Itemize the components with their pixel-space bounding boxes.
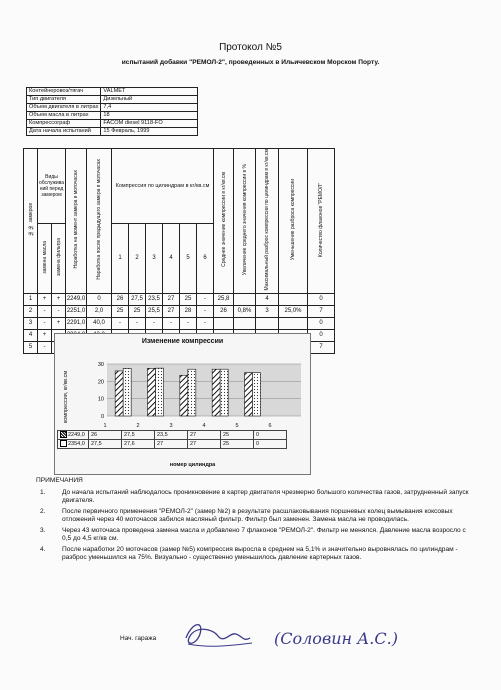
chart-series-name [58,440,89,449]
measurements-table [23,148,335,354]
bar-series-1-cyl-2 [148,368,156,416]
bar-series-1-cyl-1 [115,371,123,416]
chart-y-axis-label: компрессия, кг/кв.см [63,370,69,424]
info-value: 7,4 [101,104,198,112]
note-text: Через 43 моточаса проведена замена масла и добавлено 7 флаконов "РЕМОЛ-2". Фильтр не менялся. Давление масла возросло с 0,5 до 4,5 кг/кв см. [62,526,466,542]
info-row [27,112,198,120]
info-row [27,96,198,104]
table-cell-fl: 0 [308,329,335,341]
table-cell-c3: 23,5 [146,293,163,305]
chart-value-cell: 25 [221,431,254,440]
table-cell-fl: 0 [308,293,335,305]
y-tick-label: 20 [97,379,104,386]
table-cell-c5: 28 [180,305,197,317]
info-key: Объем масла в литрах [27,112,101,120]
table-cell-c2: 25 [129,305,146,317]
note-item [36,489,476,506]
legend-swatch-dotted-icon [60,440,67,447]
legend-swatch-hatched-icon [60,431,67,438]
col-header-cyl-2: 2 [129,224,146,293]
table-cell-oil: - [38,305,52,317]
table-cell-since: 2,0 [87,305,112,317]
col-header-increase: Увеличение среднего значения компрессии в % [234,149,256,294]
table-cell-c3: - [146,317,163,329]
info-key: Тип двигателя [27,96,101,104]
col-header-spread-decrease: Уменьшение разброса компрессии [279,149,308,294]
col-header-cyl-4: 4 [163,224,180,293]
table-cell-c2: - [129,317,146,329]
y-tick-label: 30 [97,362,104,368]
bar-series-1-cyl-3 [180,375,188,416]
table-cell-no: 1 [24,293,38,305]
table-cell-hours: 2251,0 [66,305,87,317]
chart-category-label: 4 [202,423,206,429]
col-header-flacons: Количество флаконов "РЕМОЛ" [308,149,335,294]
chart-value-cell: 26 [89,431,122,440]
chart-series-label: 2354,0 [68,441,85,447]
chart-value-cell: 27,6 [122,440,155,449]
col-header-service: Виды обслужива ний перед замером [38,149,66,224]
table-cell-dec: 25,0% [279,305,308,317]
chart-series-label: 2249,0 [68,432,85,438]
chart-table-row [58,431,287,440]
table-cell-oil: + [38,293,52,305]
table-cell-inc [234,293,256,305]
note-number: 4. [40,545,46,553]
table-cell-c1: 25 [112,305,129,317]
plot-area [107,364,301,416]
note-number: 3. [40,526,46,534]
table-cell-c6: - [197,317,214,329]
chart-value-cell: 27,5 [89,440,122,449]
table-cell-c1: - [112,317,129,329]
table-cell-c3: 25,5 [146,305,163,317]
chart-data-table [57,422,287,449]
info-value: 18 [101,112,198,120]
bar-series-2-cyl-2 [156,368,164,416]
chart-plot [91,358,303,420]
table-cell-c4: 27 [163,293,180,305]
bar-series-2-cyl-1 [123,368,131,416]
document-title: Протокол №5 [219,42,282,53]
chart-table-row [58,440,287,449]
table-cell-since: 40,0 [87,317,112,329]
info-value: VALMET [101,88,198,96]
document-subtitle: испытаний добавки "РЕМОЛ-2", проведенных в Ильичевском Морском Порту. [121,59,380,66]
chart-category-label: 6 [268,423,272,429]
col-header-cyl-1: 1 [112,224,129,293]
bar-series-1-cyl-4 [212,369,220,416]
note-number: 2. [40,507,46,515]
info-key: Дата начала испытаний [27,128,101,136]
table-cell-dec [279,317,308,329]
chart-category-label: 3 [169,423,173,429]
table-cell-filter: + [52,317,66,329]
table-cell-c4: 27 [163,305,180,317]
table-cell-c5: - [180,317,197,329]
col-header-avg: Среднее значение компрессии в кг/кв.см [214,149,234,294]
col-header-filter-change: замена фильтра [52,224,66,293]
table-cell-spread [256,317,279,329]
table-cell-avg: 26 [214,305,234,317]
chart-value-cell: 27 [155,440,188,449]
chart-series-name [58,431,89,440]
chart-value-cell: 0 [254,431,287,440]
table-cell-c6: - [197,305,214,317]
table-cell-avg [214,317,234,329]
note-text: После первичного применения "РЕМОЛ-2" (замер №2) в результате расшлаковывания поршневых колец вымывания коксовых отложений через 40 моточасов забился масляный фильтр. Фильтр был заменен. Замена масла не проводилась. [62,507,453,523]
table-cell-inc: 0,8% [234,305,256,317]
table-cell-spread: 4 [256,293,279,305]
table-cell-fl: 0 [308,317,335,329]
chart-x-axis-label: номер цилиндра [169,462,216,468]
info-value: FACOM diesel 9118-FO [101,120,198,128]
col-header-spread: Максимальный разброс компрессии по цилиндрам в кг/кв.см [256,149,279,294]
note-item [36,527,476,544]
chart-value-cell: 27 [188,431,221,440]
table-cell-no: 3 [24,317,38,329]
table-cell-spread: 3 [256,305,279,317]
table-cell-fl: 7 [308,305,335,317]
table-cell-oil: - [38,317,52,329]
info-key: Компрессограф [27,120,101,128]
col-header-cyl-5: 5 [180,224,197,293]
table-cell-hours: 2291,0 [66,317,87,329]
compression-chart [54,333,311,475]
handwritten-signature [270,618,450,658]
col-header-cyl-6: 6 [197,224,214,293]
table-cell-dec [279,293,308,305]
info-row [27,120,198,128]
chart-category-label: 1 [103,423,107,429]
bar-series-2-cyl-5 [253,373,261,416]
table-cell-oil: + [38,329,52,341]
table-cell-since: 0 [87,293,112,305]
col-header-compression: Компрессия по цилиндрам в кг/кв.см [112,149,214,224]
col-header-hours: Наработка на момент замера в моточасах [66,149,87,294]
chart-value-cell: 27 [188,440,221,449]
signature-scribble [178,616,258,654]
table-cell-no: 2 [24,305,38,317]
note-text: После наработки 20 моточасов (замер №5) компрессия выросла в среднем на 5,1% и значительно выровнялась по цилиндрам - разброс уменьшился на 75%. Визуально - существенно уменьшилось давление картерных газов. [62,545,458,561]
note-item [36,508,476,525]
y-tick-label: 10 [97,396,104,403]
info-row [27,104,198,112]
table-cell-inc [234,317,256,329]
table-cell-fl: 7 [308,341,335,353]
notes-title: ПРИМЕЧАНИЯ [36,477,83,484]
table-row [24,317,335,329]
bar-series-2-cyl-4 [220,369,228,416]
note-item [36,546,476,563]
table-cell-hours: 2249,0 [66,293,87,305]
bar-series-1-cyl-5 [245,373,253,416]
info-value: 15 Февраль, 1999 [101,128,198,136]
bar-series-2-cyl-3 [188,369,196,416]
chart-value-cell: 27,5 [122,431,155,440]
chart-category-label: 5 [235,423,239,429]
table-cell-filter: - [52,305,66,317]
table-cell-c4: - [163,317,180,329]
chart-value-cell: 23,5 [155,431,188,440]
table-cell-c6: - [197,293,214,305]
svg-text:(Соловин А.С.): (Соловин А.С.) [274,629,398,648]
table-cell-no: 4 [24,329,38,341]
chart-table-corner [58,422,89,431]
info-row [27,88,198,96]
info-value: Дизельный [101,96,198,104]
table-cell-oil: - [38,341,52,353]
table-cell-filter: + [52,293,66,305]
info-key: Контейнеровоз/тягач [27,88,101,96]
notes-section [36,477,476,565]
table-cell-no: 5 [24,341,38,353]
chart-value-cell: 0 [254,440,287,449]
col-header-no: №№ замеров [24,149,38,294]
note-number: 1. [40,488,46,496]
chart-value-cell: 25 [221,440,254,449]
signer-label: Нач. гаража [120,635,157,642]
info-key: Объем двигателя в литрах [27,104,101,112]
chart-title: Изменение компрессии [141,338,224,345]
chart-category-label: 2 [136,423,140,429]
chart-table-header [58,422,287,431]
note-text: До начала испытаний наблюдалось проникновение в картер двигателя чрезмерно большого количества газов, затрудненный запуск двигателя. [62,488,469,504]
y-tick-label: 0 [100,414,104,420]
col-header-oil-change: замена масла [38,224,52,293]
col-header-since: Наработка после предыдущего замера в моточасах [87,149,112,294]
info-row [27,128,198,136]
table-cell-c2: 27,5 [129,293,146,305]
table-row [24,305,335,317]
vehicle-info-table [26,87,198,136]
table-row [24,293,335,305]
col-header-cyl-3: 3 [146,224,163,293]
table-cell-avg: 25,8 [214,293,234,305]
table-cell-c5: 25 [180,293,197,305]
table-cell-c1: 26 [112,293,129,305]
